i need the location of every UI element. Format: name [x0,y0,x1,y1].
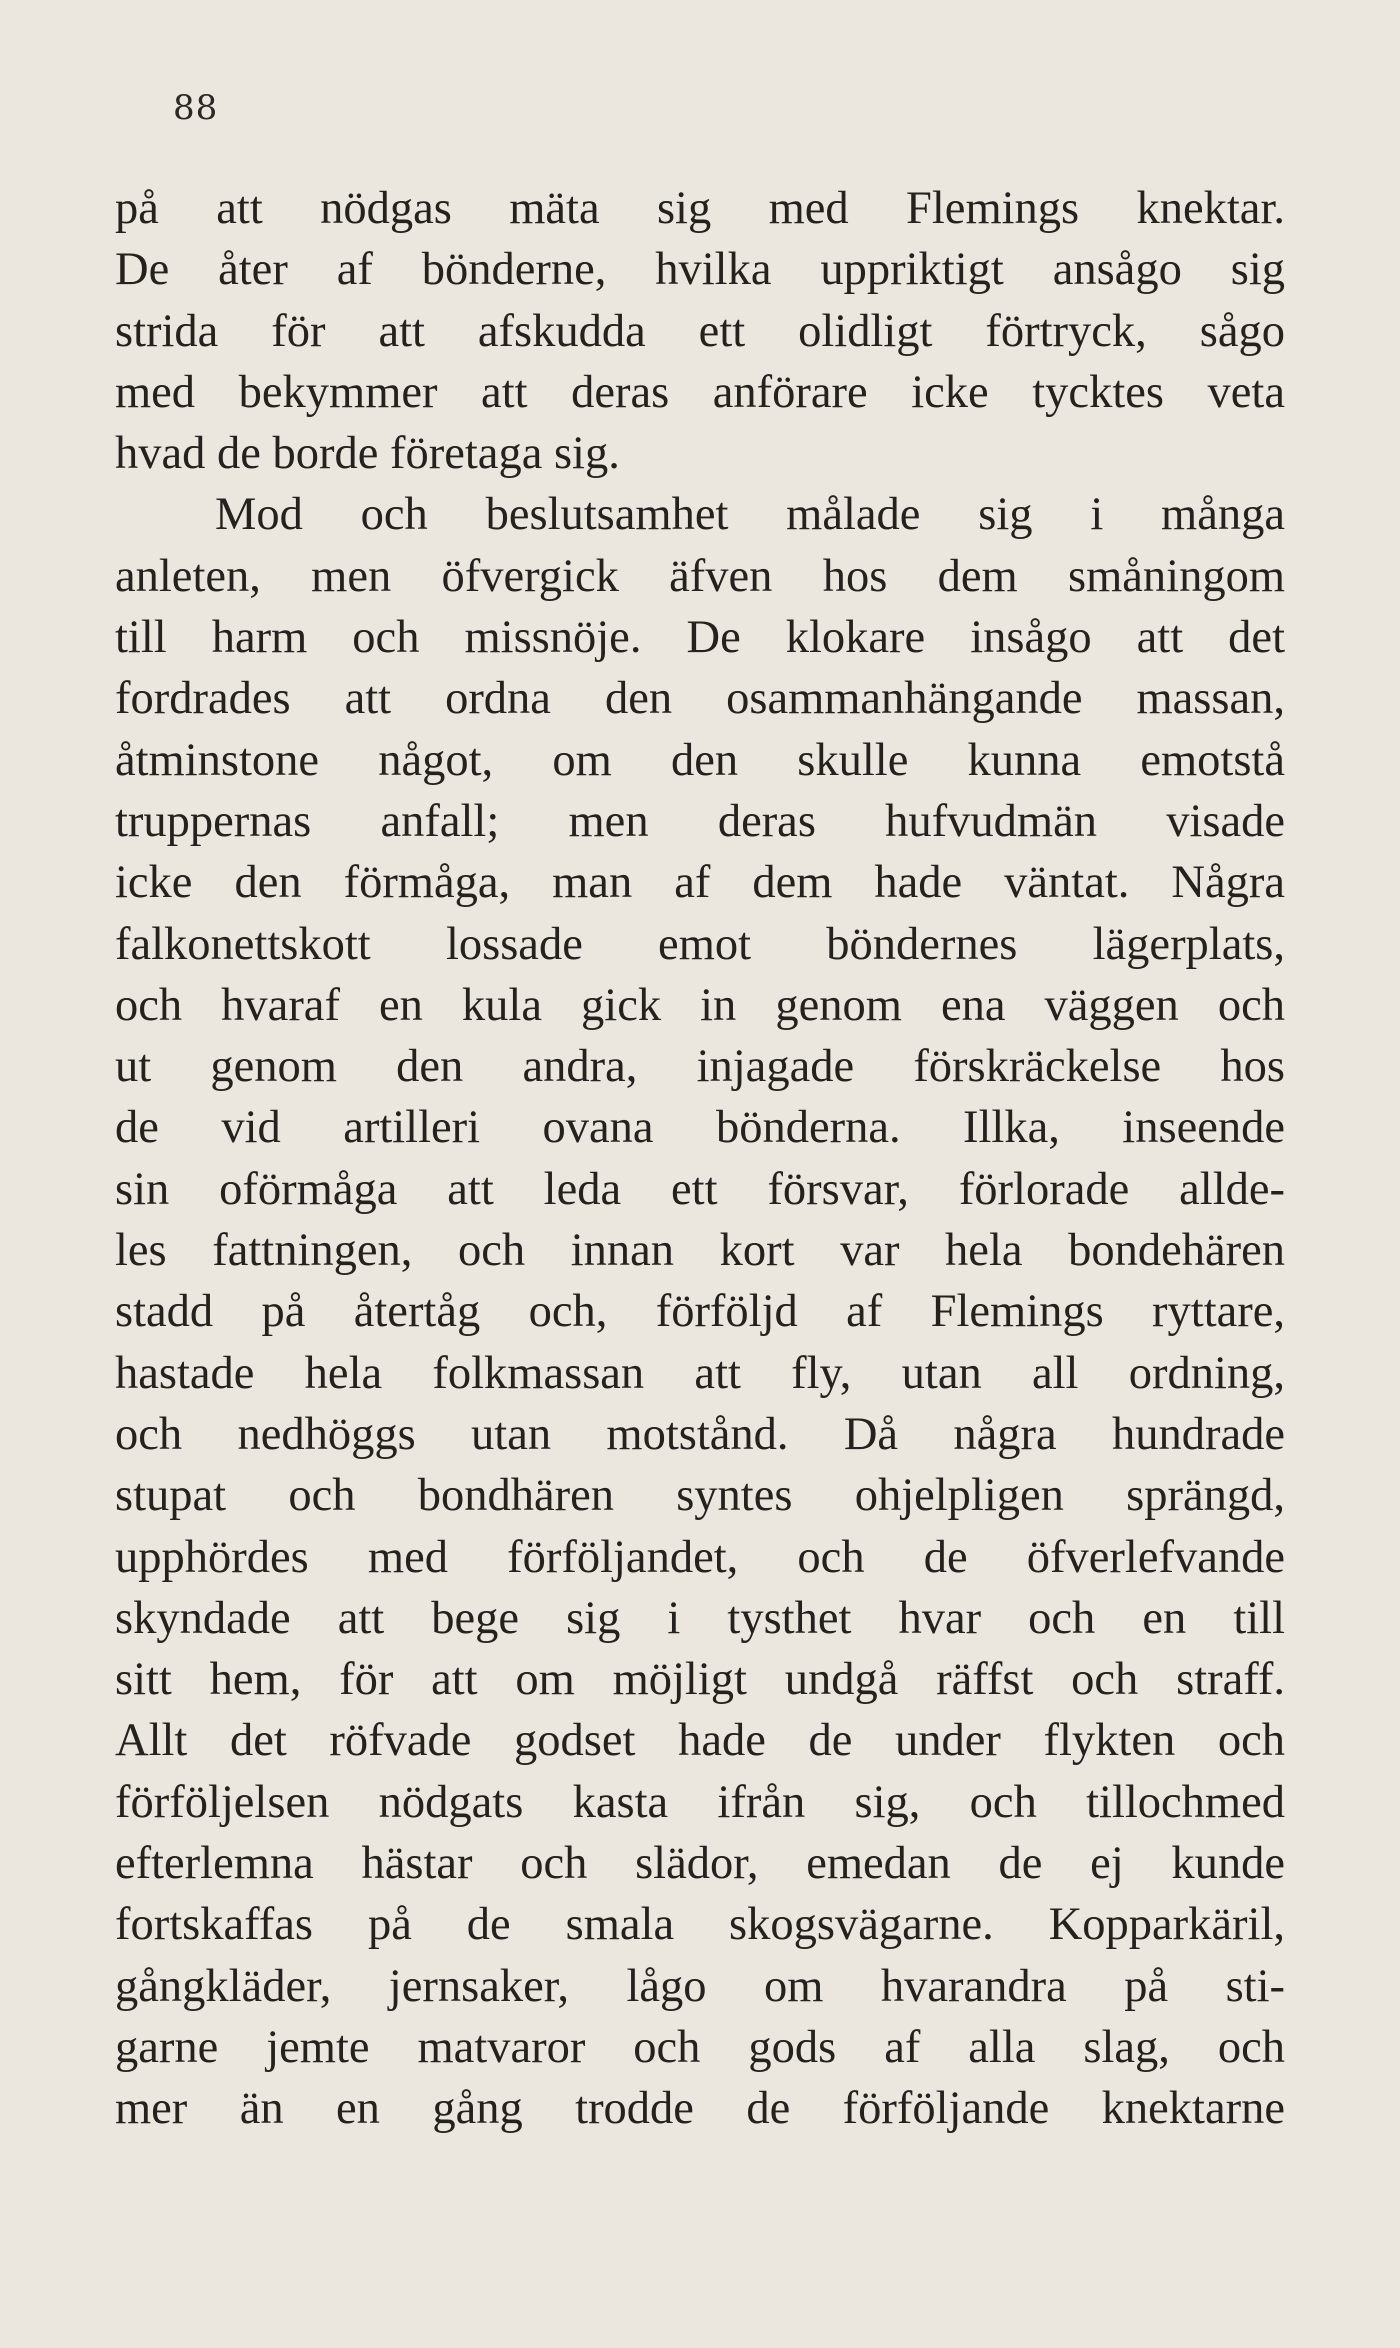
text-line: på att nödgas mäta sig med Flemings knektar. [115,183,1285,234]
text-line: fordrades att ordna den osammanhängande massan, [115,673,1285,725]
text-line: fortskaffas på de smala skogsvägarne. Kopparkäril, [115,1899,1285,1951]
text-line: stupat och bondhären syntes ohjelpligen sprängd, [115,1470,1285,1522]
text-line: Allt det röfvade godset hade de under flykten och [115,1715,1285,1767]
text-line: Mod och beslutsamhet målade sig i många [215,489,1285,541]
text-line: efterlemna hästar och slädor, emedan de ej kunde [115,1838,1285,1890]
text-line: de vid artilleri ovana bönderna. Illka, inseende [115,1102,1285,1154]
text-line: icke den förmåga, man af dem hade väntat. Några [115,857,1285,909]
page-number: 88 [173,88,219,128]
text-line: truppernas anfall; men deras hufvudmän visade [115,795,1285,847]
text-line: strida för att afskudda ett olidligt förtryck, sågo [115,305,1285,357]
text-line: sin oförmåga att leda ett försvar, förlorade allde- [115,1163,1285,1215]
text-line: falkonettskott lossade emot böndernes lägerplats, [115,918,1285,970]
text-line: och nedhöggs utan motstånd. Då några hundrade [115,1408,1285,1460]
text-line: upphördes med förföljandet, och de öfverlefvande [115,1531,1285,1583]
text-line: garne jemte matvaror och gods af alla slag, och [115,2021,1285,2073]
text-line: stadd på återtåg och, förföljd af Flemings ryttare, [115,1286,1285,1338]
text-line: ut genom den andra, injagade förskräckelse hos [115,1041,1285,1093]
text-line: les fattningen, och innan kort var hela bondehären [115,1225,1285,1277]
text-line: sitt hem, för att om möjligt undgå räffst och straff. [115,1654,1285,1706]
body-text [115,178,1285,2140]
text-line: gångkläder, jernsaker, lågo om hvarandra på sti- [115,1960,1285,2012]
text-line: hastade hela folkmassan att fly, utan all ordning, [115,1347,1285,1399]
text-line: till harm och missnöje. De klokare insågo att det [115,612,1285,664]
text-line: och hvaraf en kula gick in genom ena väggen och [115,979,1285,1031]
text-line: skyndade att bege sig i tysthet hvar och en till [115,1592,1285,1644]
text-line: med bekymmer att deras anförare icke tycktes veta [115,366,1285,418]
text-line: mer än en gång trodde de förföljande knektarne [115,2083,1285,2135]
text-line: De åter af bönderne, hvilka uppriktigt ansågo sig [115,244,1285,296]
text-line: åtminstone något, om den skulle kunna emotstå [115,734,1285,786]
text-line: hvad de borde företaga sig. [115,428,620,480]
text-line: anleten, men öfvergick äfven hos dem småningom [115,550,1285,602]
text-line: förföljelsen nödgats kasta ifrån sig, och tillochmed [115,1776,1285,1828]
